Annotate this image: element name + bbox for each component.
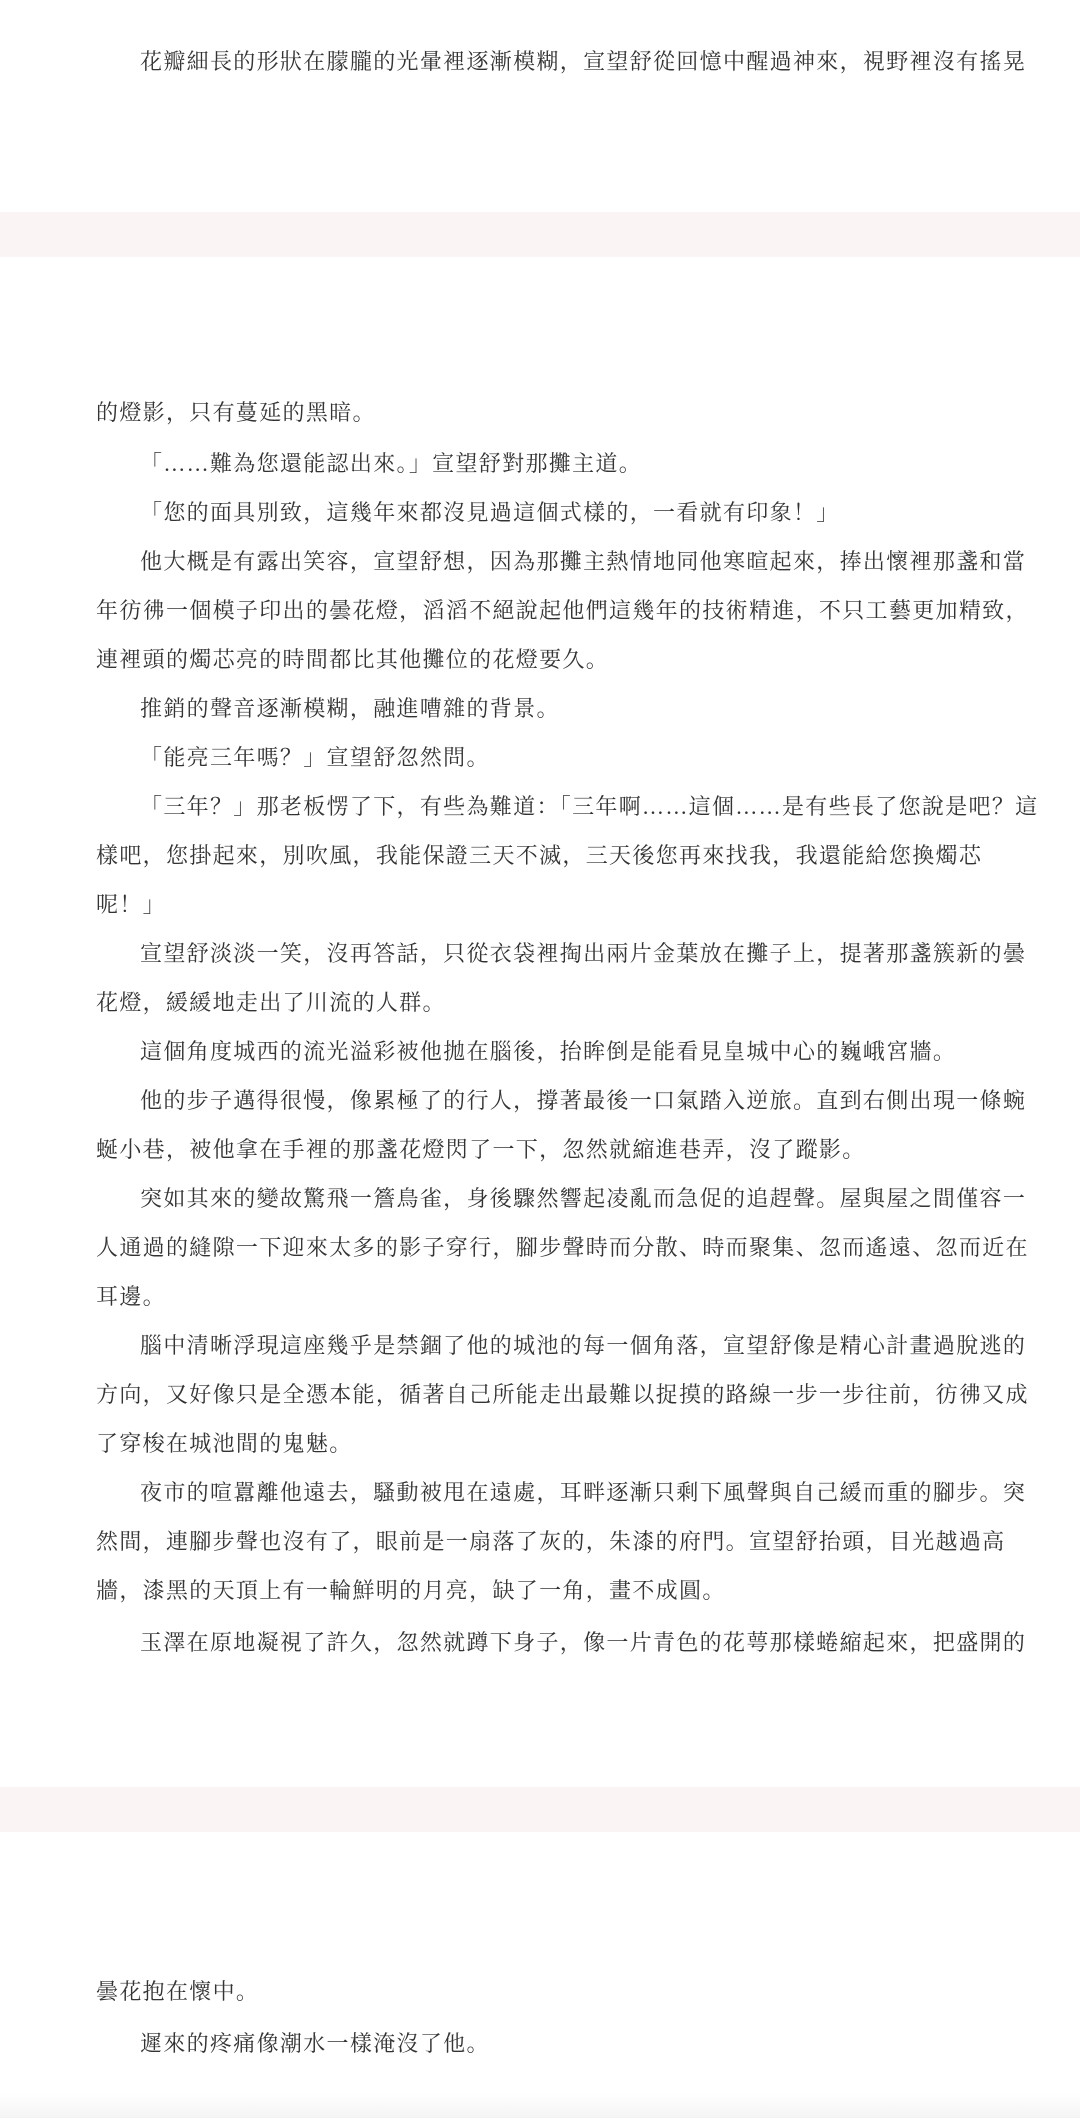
text-line: 人通過的縫隙一下迎來太多的影子穿行，腳步聲時而分散、時而聚集、忽而遙遠、忽而近在 xyxy=(96,1235,1029,1260)
text-line: 突如其來的變故驚飛一簷鳥雀，身後驟然響起凌亂而急促的追趕聲。屋與屋之間僅容一 xyxy=(140,1186,1027,1211)
text-line: 「……難為您還能認出來。」宣望舒對那攤主道。 xyxy=(140,451,643,476)
text-line: 宣望舒淡淡一笑，沒再答話，只從衣袋裡掏出兩片金葉放在攤子上，提著那盞簇新的曇 xyxy=(140,941,1027,966)
text-line: 耳邊。 xyxy=(96,1284,166,1309)
text-line: 他大概是有露出笑容，宣望舒想，因為那攤主熱情地同他寒暄起來，捧出懷裡那盞和當 xyxy=(140,549,1027,574)
text-line: 曇花抱在懷中。 xyxy=(96,1979,260,2004)
text-line: 然間，連腳步聲也沒有了，眼前是一扇落了灰的，朱漆的府門。宣望舒抬頭，目光越過高 xyxy=(96,1529,1006,1554)
text-line: 「能亮三年嗎？」宣望舒忽然問。 xyxy=(140,745,490,770)
text-line: 呢！」 xyxy=(96,892,166,917)
text-line: 樣吧，您掛起來，別吹風，我能保證三天不滅，三天後您再來找我，我還能給您換燭芯 xyxy=(96,843,983,868)
text-line: 他的步子邁得很慢，像累極了的行人，撐著最後一口氣踏入逆旅。直到右側出現一條蜿 xyxy=(140,1088,1027,1113)
text-line: 連裡頭的燭芯亮的時間都比其他攤位的花燈要久。 xyxy=(96,647,610,672)
text-line: 花燈，緩緩地走出了川流的人群。 xyxy=(96,990,446,1015)
page-separator-band xyxy=(0,1787,1080,1832)
text-line: 推銷的聲音逐漸模糊，融進嘈雜的背景。 xyxy=(140,696,560,721)
text-line: 玉澤在原地凝視了許久，忽然就蹲下身子，像一片青色的花萼那樣蜷縮起來，把盛開的 xyxy=(140,1630,1027,1655)
text-line: 的燈影，只有蔓延的黑暗。 xyxy=(96,400,376,425)
text-line: 腦中清晰浮現這座幾乎是禁錮了他的城池的每一個角落，宣望舒像是精心計畫過脫逃的 xyxy=(140,1333,1027,1358)
page-separator-band xyxy=(0,212,1080,257)
text-line: 年彷彿一個模子印出的曇花燈，滔滔不絕說起他們這幾年的技術精進，不只工藝更加精致， xyxy=(96,598,1029,623)
text-line: 牆，漆黑的天頂上有一輪鮮明的月亮，缺了一角，畫不成圓。 xyxy=(96,1578,726,1603)
text-line: 花瓣細長的形狀在朦朧的光暈裡逐漸模糊，宣望舒從回憶中醒過神來，視野裡沒有搖晃 xyxy=(140,49,1027,74)
text-line: 蜒小巷，被他拿在手裡的那盞花燈閃了一下，忽然就縮進巷弄，沒了蹤影。 xyxy=(96,1137,866,1162)
text-line: 這個角度城西的流光溢彩被他拋在腦後，抬眸倒是能看見皇城中心的巍峨宮牆。 xyxy=(140,1039,957,1064)
text-line: 了穿梭在城池間的鬼魅。 xyxy=(96,1431,353,1456)
text-line: 「三年？」那老板愣了下，有些為難道：「三年啊……這個……是有些長了您說是吧？這 xyxy=(140,794,1039,819)
bottom-edge-shade xyxy=(0,2092,1080,2118)
text-line: 方向，又好像只是全憑本能，循著自己所能走出最難以捉摸的路線一步一步往前，彷彿又成 xyxy=(96,1382,1029,1407)
text-line: 遲來的疼痛像潮水一樣淹沒了他。 xyxy=(140,2031,490,2056)
text-line: 「您的面具別致，這幾年來都沒見過這個式樣的，一看就有印象！」 xyxy=(140,500,840,525)
text-line: 夜市的喧囂離他遠去，騷動被甩在遠處，耳畔逐漸只剩下風聲與自己緩而重的腳步。突 xyxy=(140,1480,1027,1505)
